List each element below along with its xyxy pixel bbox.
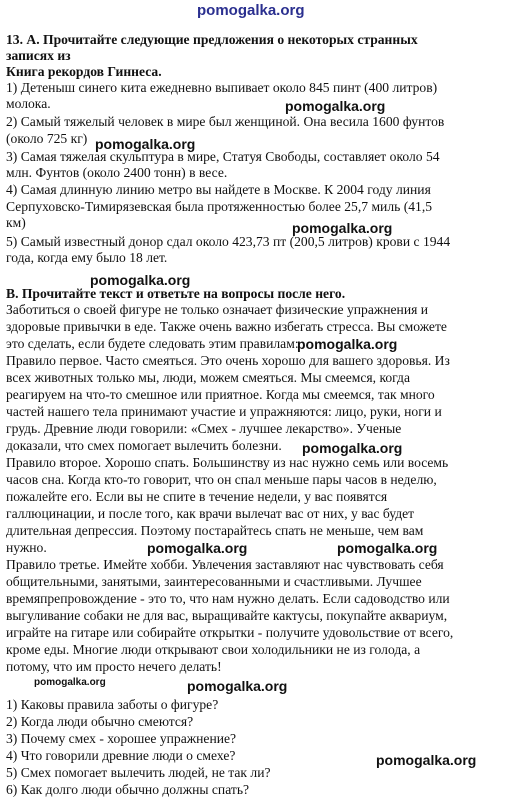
watermark: pomogalka.org	[285, 98, 386, 114]
section-b-line: грудь. Древние люди говорили: «Смех - лучшее лекарство». Ученые	[6, 421, 402, 436]
section-b-line: Правило первое. Часто смеяться. Это очень хорошо для вашего здоровья. Из	[6, 353, 450, 368]
question-item: 1) Каковы правила заботы о фигуре?	[6, 697, 219, 712]
section-b-line: кроме еды. Многие люди открывают свои холодильники не из голода, а	[6, 642, 421, 657]
section-a-line: 2) Самый тяжелый человек в мире был женщиной. Она весила 1600 фунтов	[6, 114, 445, 129]
section-b-line: общительными, занятыми, заинтересованными и счастливыми. Лучшее	[6, 574, 422, 589]
section-a-line: молока.	[6, 96, 51, 111]
watermark: pomogalka.org	[34, 677, 106, 688]
question-item: 4) Что говорили древние люди о смехе?	[6, 748, 236, 763]
watermark: pomogalka.org	[187, 678, 288, 694]
section-a-line: 1) Детеныш синего кита ежедневно выпивает около 845 пинт (400 литров)	[6, 80, 438, 95]
section-b-line: часов сна. Когда кто-то говорит, что он спал меньше пары часов в неделю,	[6, 472, 437, 487]
question-item: 5) Смех помогает вылечить людей, не так ли?	[6, 765, 271, 780]
section-b-line: доказали, что смех помогает вылечить болезни.	[6, 438, 282, 453]
section-a-heading-line2: записях из	[6, 48, 71, 63]
section-b-line: пожалейте его. Если вы не спите в течение недели, у вас появятся	[6, 489, 388, 504]
section-a-line: км)	[6, 215, 26, 230]
section-b-line: всех животных только мы, люди, можем смеяться. Мы смеемся, когда	[6, 370, 411, 385]
question-item: 6) Как долго люди обычно должны спать?	[6, 782, 250, 797]
section-b-line: частей нашего тела принимают участие и упражняются: лицо, руки, ноги и	[6, 404, 442, 419]
section-a-line: 3) Самая тяжелая скульптура в мире, Статуя Свободы, составляет около 54	[6, 149, 440, 164]
question-item: 3) Почему смех - хорошее упражнение?	[6, 731, 237, 746]
section-a-line: млн. Фунтов (около 2400 тонн) в весе.	[6, 165, 228, 180]
watermark: pomogalka.org	[197, 2, 305, 19]
section-b-line: галлюцинации, и после того, как врачи вылечат вас от них, у вас будет	[6, 506, 415, 521]
section-a-line: Серпуховско-Тимирязевская была протяженностью более 25,7 миль (41,5	[6, 199, 433, 214]
question-item: 2) Когда люди обычно смеются?	[6, 714, 194, 729]
section-b-line: Правило второе. Хорошо спать. Большинству из нас нужно семь или восемь	[6, 455, 449, 470]
section-a-line: (около 725 кг)	[6, 131, 88, 146]
watermark: pomogalka.org	[302, 440, 403, 456]
section-b-line: играйте на гитаре или собирайте открытки - получите удовольствие от всего,	[6, 625, 454, 640]
watermark: pomogalka.org	[337, 540, 438, 556]
section-b-line: потому, что им просто нечего делать!	[6, 659, 222, 674]
section-b-line: нужно.	[6, 540, 47, 555]
section-b-heading: В. Прочитайте текст и ответьте на вопросы после него.	[6, 286, 346, 301]
watermark: pomogalka.org	[376, 752, 477, 768]
section-b-line: Заботиться о своей фигуре не только означает физические упражнения и	[6, 302, 429, 317]
watermark: pomogalka.org	[292, 220, 393, 236]
section-b-line: реагируем на что-то смешное или приятное. Когда мы смеемся, так много	[6, 387, 435, 402]
watermark: pomogalka.org	[90, 272, 191, 288]
section-b-line: времяпрепровождение - это то, что нам нужно делать. Если садоводство или	[6, 591, 450, 606]
section-a-line: 4) Самая длинную линию метро вы найдете в Москве. К 2004 году линия	[6, 182, 431, 197]
section-a-line: года, когда ему было 18 лет.	[6, 250, 168, 265]
section-a-heading-line3: Книга рекордов Гиннеса.	[6, 64, 162, 79]
section-a-heading-line1: 13. А. Прочитайте следующие предложения о некоторых странных	[6, 32, 418, 47]
watermark: pomogalka.org	[95, 136, 196, 152]
section-b-line: здоровые привычки в еде. Также очень важно избегать стресса. Вы сможете	[6, 319, 447, 334]
section-a-line: 5) Самый известный донор сдал около 423,73 пт (200,5 литров) крови с 1944	[6, 234, 451, 249]
section-b-line: длительная депрессия. Поэтому постарайтесь спать не меньше, чем вам	[6, 523, 424, 538]
watermark: pomogalka.org	[147, 540, 248, 556]
section-b-line: это сделать, если будете следовать этим правилам:	[6, 336, 299, 351]
section-b-line: Правило третье. Имейте хобби. Увлечения заставляют нас чувствовать себя	[6, 557, 444, 572]
section-b-line: выгуливание собаки не для вас, выращивайте кактусы, покупайте аквариум,	[6, 608, 448, 623]
watermark: pomogalka.org	[297, 336, 398, 352]
